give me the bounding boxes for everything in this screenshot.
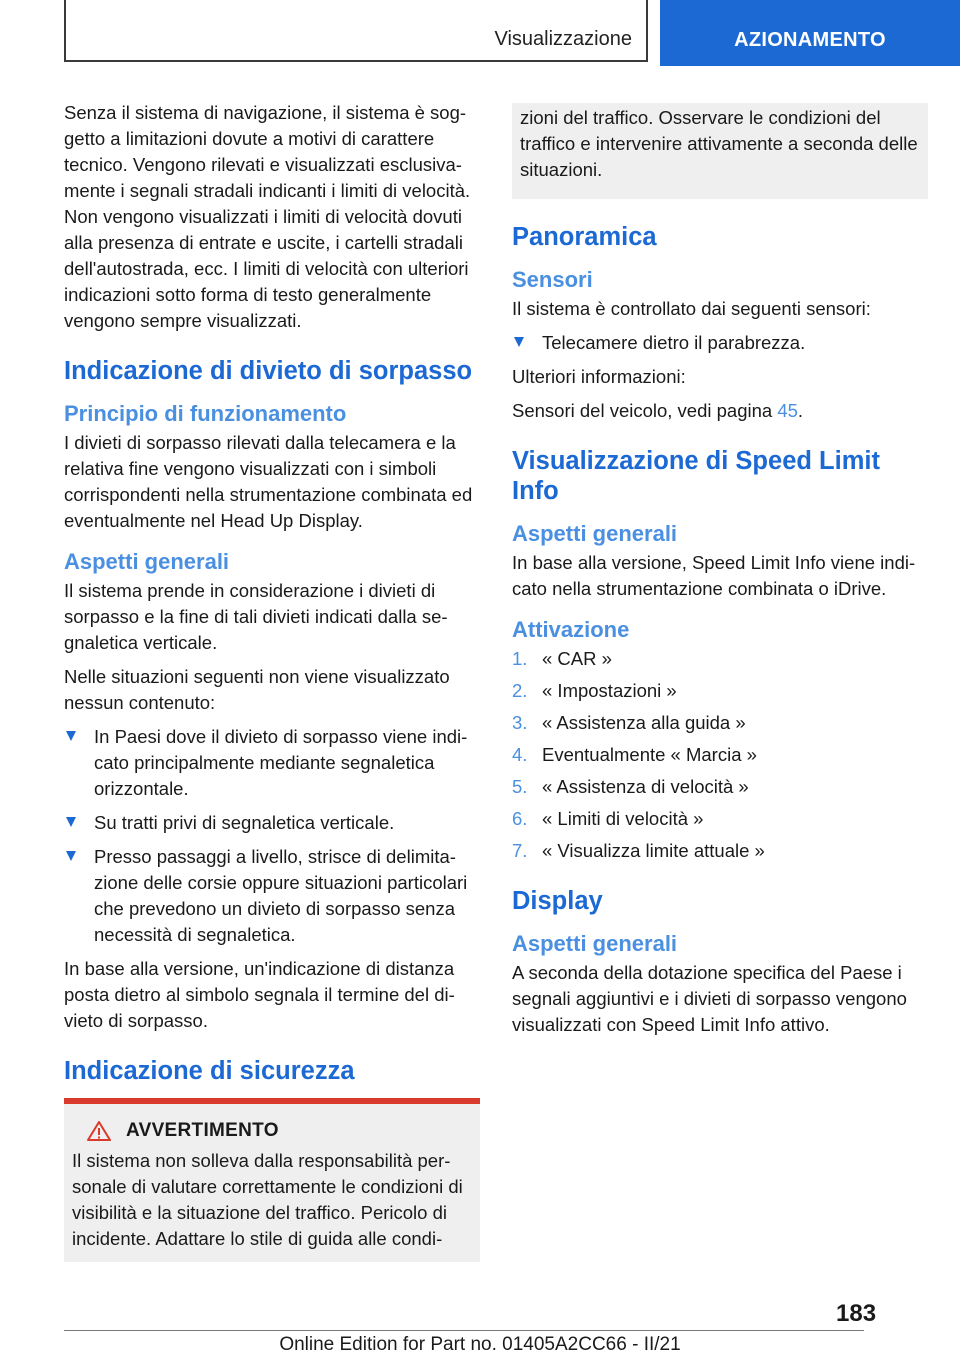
warning-text: Il sistema non solleva dalla responsabilità per- sonale di valutare correttamente le condizioni di visibilità e la situazione del traffico. Pericolo di incidente. Adattare lo stile di guida alle condi-	[72, 1150, 463, 1249]
display-paragraph: A seconda della dotazione specifica del Paese i segnali aggiuntivi e i divieti di sorpasso vengono visualizzati con Speed Limit Info attivo.	[512, 962, 907, 1035]
subheading-sensors: Sensori	[512, 267, 593, 292]
principle-paragraph: I divieti di sorpasso rilevati dalla telecamera e la relativa fine vengono visualizzati con i simboli corrispondenti nella strumentazione combinata ed eventualmente nel Head Up Display.	[64, 432, 473, 531]
chapter-tab[interactable]: AZIONAMENTO	[660, 0, 960, 66]
step-item: 1. « CAR »	[512, 648, 612, 669]
situations-list	[64, 724, 480, 948]
heading-overview: Panoramica	[512, 223, 657, 251]
heading-no-overtaking: Indicazione di divieto di sorpasso	[64, 357, 473, 385]
warning-box	[64, 1098, 480, 1262]
triangle-bullet-icon	[66, 851, 76, 861]
warning-box-continued	[512, 103, 928, 199]
right-column	[512, 212, 928, 1046]
step-item: 2. « Impostazioni »	[512, 680, 677, 701]
more-info-label: Ulteriori informazioni:	[512, 366, 686, 387]
subheading-general: Aspetti generali	[512, 521, 678, 546]
subheading-activation: Attivazione	[512, 617, 630, 642]
step-item: 7. « Visualizza limite attuale »	[512, 840, 765, 861]
activation-steps	[512, 646, 928, 864]
heading-display: Display	[512, 887, 603, 915]
left-column	[64, 100, 480, 1262]
sensors-paragraph: Il sistema è controllato dai seguenti sensori:	[512, 298, 871, 319]
section-header-box	[64, 0, 648, 62]
page-header	[0, 0, 960, 66]
edition-footer: Online Edition for Part no. 01405A2CC66 - II/21	[279, 1334, 681, 1355]
triangle-bullet-icon	[66, 731, 76, 741]
list-item: Su tratti privi di segnaletica verticale.	[64, 810, 480, 836]
situations-intro: Nelle situazioni seguenti non viene visualizzato nessun contenuto:	[64, 666, 450, 713]
heading-safety: Indicazione di sicurezza	[64, 1057, 355, 1085]
subheading-general: Aspetti generali	[64, 549, 230, 574]
distance-paragraph: In base alla versione, un'indicazione di distanza posta dietro al simbolo segnala il termine del di- vieto di sorpasso.	[64, 958, 455, 1031]
warning-text-continued: zioni del traffico. Osservare le condizioni del traffico e intervenire attivamente a seconda delle situazioni.	[520, 107, 918, 180]
step-item: 3. « Assistenza alla guida »	[512, 712, 746, 733]
step-item: 4. Eventualmente « Marcia »	[512, 744, 757, 765]
general-paragraph: Il sistema prende in considerazione i divieti di sorpasso e la fine di tali divieti indicati dalla se- gnaletica verticale.	[64, 580, 448, 653]
warning-title: AVVERTIMENTO	[86, 1120, 472, 1142]
speed-limit-general-paragraph: In base alla versione, Speed Limit Info viene indi- cato nella strumentazione combinata o iDrive.	[512, 552, 916, 599]
heading-speed-limit-info: Visualizzazione di Speed Limit Info	[512, 447, 880, 505]
step-item: 5. « Assistenza di velocità »	[512, 776, 749, 797]
footer-divider	[64, 1330, 864, 1331]
sensors-list	[512, 330, 928, 356]
page-number: 183	[836, 1300, 877, 1327]
section-title: Visualizzazione	[494, 28, 632, 50]
list-item: Presso passaggi a livello, strisce di delimita- zione delle corsie oppure situazioni particolari che prevedono un divieto di sorpasso senza necessità di segnaletica.	[64, 844, 480, 948]
triangle-bullet-icon	[66, 817, 76, 827]
subheading-principle: Principio di funzionamento	[64, 401, 347, 426]
intro-paragraph: Senza il sistema di navigazione, il sistema è sog- getto a limitazioni dovute a motivi di carattere tecnico. Vengono rilevati e visualizzati esclusiva- mente i segnali stradali indicanti i limiti di velocità. Non vengono visualizzati i limiti di velocità dovuti alla presenza di entrate e uscite, i cartelli stradali dell'autostrada, ecc. I limiti di velocità con ulteriori indicazioni sotto forma di testo generalmente vengono sempre visualizzati.	[64, 102, 471, 331]
step-item: 6. « Limiti di velocità »	[512, 808, 704, 829]
list-item: Telecamere dietro il parabrezza.	[512, 330, 928, 356]
sensors-reference: Sensori del veicolo, vedi pagina 45.	[512, 400, 804, 421]
page-reference-link[interactable]: 45	[777, 400, 798, 421]
triangle-bullet-icon	[514, 337, 524, 347]
list-item: In Paesi dove il divieto di sorpasso viene indi- cato principalmente mediante segnaletica orizzontale.	[64, 724, 480, 802]
subheading-general: Aspetti generali	[512, 931, 678, 956]
warning-triangle-icon	[86, 1120, 112, 1142]
